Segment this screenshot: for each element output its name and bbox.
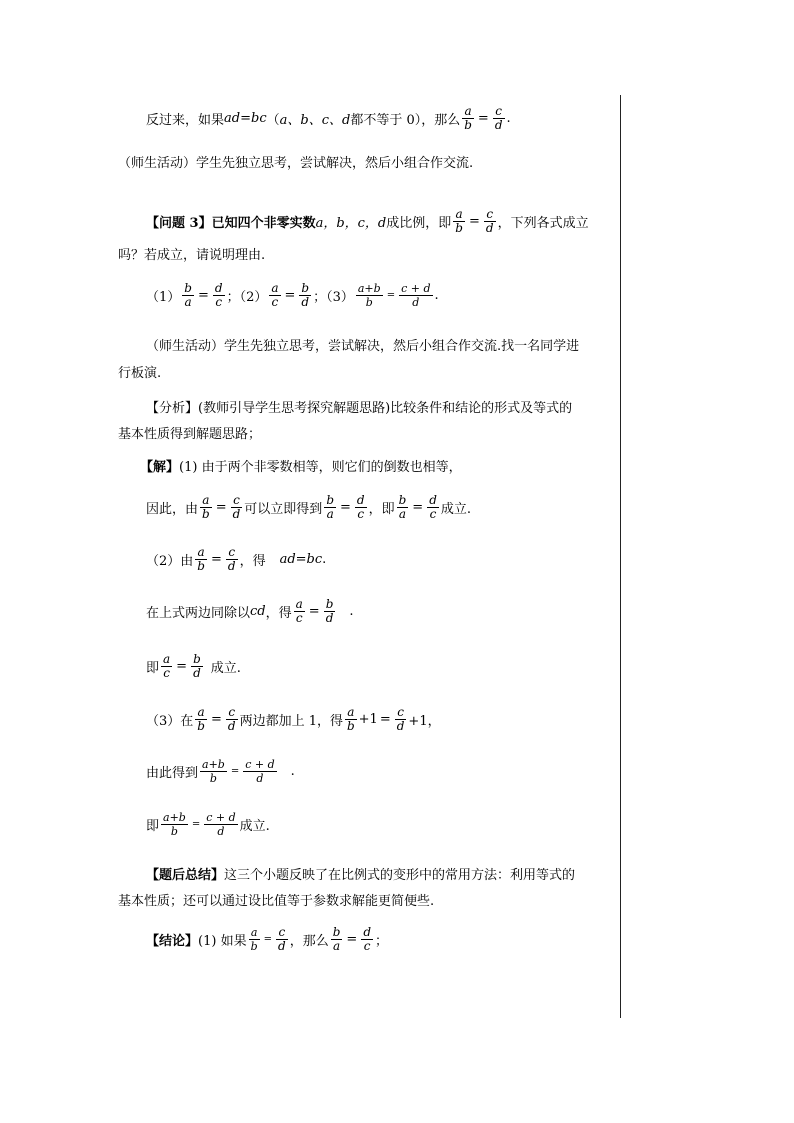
math-ad-eq-bc: ad=bc	[279, 552, 323, 567]
math-equals: =	[308, 604, 320, 619]
text-segment: （2）由	[146, 554, 194, 569]
fraction-a-over-b: $\frac{a}{b}$	[346, 705, 355, 733]
text-segment: 基本性质；还可以通过设比值等于参数求解能更简便些.	[118, 894, 435, 909]
text-segment: 成立.	[440, 502, 472, 517]
math-equals: =	[477, 111, 489, 126]
math-equals: =	[379, 712, 391, 727]
fraction-d-over-c: $\frac{d}{c}$	[356, 493, 365, 521]
fraction-c-over-d: $\frac{c}{d}$	[485, 207, 494, 235]
math-equals: =	[210, 552, 222, 567]
text-segment: +1	[358, 712, 378, 727]
text-segment: 成比例，即	[386, 216, 452, 231]
text-segment: 都不等于 0），那么	[350, 113, 461, 128]
math-equals: =	[215, 500, 227, 515]
math-equals: =	[210, 712, 222, 727]
text-segment: 可以立即得到	[244, 502, 323, 517]
math-equals: =	[346, 932, 358, 947]
math-equals: =	[176, 659, 188, 674]
fraction-c-over-d: $\frac{c}{d}$	[227, 705, 236, 733]
fraction-apb-over-b: $\frac{a+b}{b}$	[163, 811, 186, 838]
fraction-cpd-over-d: $\frac{c + d}{d}$	[206, 811, 236, 838]
fraction-a-over-b: $\frac{a}{b}$	[197, 705, 205, 733]
text-segment: 这三个小题反映了在比例式的变形中的常用方法：利用等式的	[224, 868, 576, 883]
text-line-question-3	[146, 208, 589, 235]
fraction-a-over-c: $\frac{a}{c}$	[271, 281, 279, 309]
fraction-cpd-over-d: $\frac{c + d}{d}$	[401, 282, 431, 309]
page-border-line	[620, 95, 621, 1018]
text-segment: .	[290, 764, 295, 779]
text-segment: ，即	[368, 502, 395, 517]
fraction-c-over-d: $\frac{c}{d}$	[227, 545, 236, 573]
text-segment: 【题后总结】	[146, 868, 225, 883]
math-equals: =	[386, 290, 396, 301]
fraction-d-over-c: $\frac{d}{c}$	[429, 493, 437, 521]
text-segment: （3）在	[146, 714, 194, 729]
text-segment: .	[349, 604, 354, 619]
text-segment: .	[506, 111, 511, 126]
text-segment: 成立.	[210, 661, 241, 676]
fraction-c-over-d: $\frac{c}{d}$	[494, 104, 503, 132]
fraction-b-over-a: $\frac{b}{a}$	[398, 493, 407, 521]
fraction-c-over-d: $\frac{c}{d}$	[278, 925, 286, 953]
text-segment: 在上式两边同除以	[146, 606, 251, 621]
fraction-a-over-b: $\frac{a}{b}$	[197, 545, 205, 573]
fraction-c-over-d: $\frac{c}{d}$	[396, 705, 405, 733]
fraction-b-over-a: $\frac{b}{a}$	[332, 925, 341, 953]
text-line-solution-3-result	[146, 811, 270, 838]
text-segment: (1) 如果	[198, 934, 247, 949]
math-ad: ad	[224, 111, 241, 126]
fraction-cpd-over-d: $\frac{c + d}{d}$	[245, 758, 275, 785]
text-segment: 基本性质得到解题思路；	[118, 427, 262, 442]
text-segment: +1，	[408, 714, 441, 729]
text-line-activity-2	[146, 335, 579, 354]
math-equals: =	[412, 500, 424, 515]
text-segment: 两边都加上 1，得	[239, 714, 343, 729]
text-segment: （	[266, 113, 280, 128]
text-segment: (1) 由于两个非零数相等，则它们的倒数也相等，	[179, 460, 462, 475]
fraction-b-over-a: $\frac{b}{a}$	[326, 493, 334, 521]
text-segment: 即	[146, 661, 160, 676]
text-line-solution-1-cont	[146, 494, 471, 521]
text-segment: （1）	[146, 290, 181, 305]
fraction-a-over-b: $\frac{a}{b}$	[202, 493, 210, 521]
text-line-analysis	[146, 397, 572, 416]
math-cd: cd	[250, 604, 266, 619]
text-segment: （师生活动）学生先独立思考，尝试解决，然后小组合作交流.找一名同学进	[146, 339, 580, 354]
text-segment: ，下列各式成立	[497, 216, 589, 231]
text-line-solution-2-divide	[146, 598, 354, 625]
fraction-apb-over-b: $\frac{a+b}{b}$	[202, 758, 225, 785]
math-equals: =	[230, 766, 240, 777]
text-segment: 吗？若成立，请说明理由.	[118, 248, 266, 263]
fraction-b-over-a: $\frac{b}{a}$	[184, 281, 192, 309]
text-line-question-3-cont	[118, 244, 265, 263]
text-line-solution-2-result	[146, 653, 241, 680]
text-segment: ；（2）	[226, 290, 268, 305]
text-segment: ，得	[239, 554, 266, 569]
text-segment: ；	[375, 934, 389, 949]
fraction-a-over-b: $\frac{a}{b}$	[464, 104, 472, 132]
text-line-subquestions	[146, 282, 439, 309]
text-segment: 行板演.	[118, 366, 162, 381]
text-line-solution-2	[146, 546, 326, 573]
fraction-a-over-b: $\frac{a}{b}$	[455, 207, 463, 235]
text-segment: ，那么	[289, 934, 329, 949]
text-segment: 【结论】	[146, 934, 199, 949]
math-bc: bc	[251, 111, 267, 126]
text-line-solution-3	[146, 706, 441, 733]
text-segment: 反过来，如果	[146, 113, 225, 128]
text-segment: 成立.	[239, 819, 270, 834]
fraction-apb-over-b: $\frac{a+b}{b}$	[357, 282, 381, 309]
text-segment: ；（3）	[313, 290, 354, 305]
math-equals: =	[191, 819, 201, 830]
text-segment: 【解】	[140, 460, 180, 475]
fraction-a-over-b: $\frac{a}{b}$	[250, 926, 258, 953]
math-variables: a，b，c，d	[315, 216, 387, 231]
math-equals: =	[468, 214, 480, 229]
math-equals: =	[284, 288, 296, 303]
text-line-conclusion	[146, 926, 388, 953]
text-line-converse	[146, 105, 511, 132]
text-line-activity-2-cont	[118, 362, 161, 381]
math-equals: =	[240, 111, 251, 126]
fraction-d-over-c: $\frac{d}{c}$	[363, 925, 371, 953]
text-segment: 因此，由	[146, 502, 199, 517]
text-line-analysis-cont	[118, 423, 261, 442]
text-segment: .	[434, 288, 439, 303]
text-segment: .	[322, 552, 327, 567]
math-equals: =	[263, 934, 273, 945]
text-line-summary	[146, 864, 575, 883]
text-segment: ，得	[265, 606, 292, 621]
text-segment: 【分析】(教师引导学生思考探究解题思路)比较条件和结论的形式及等式的	[146, 401, 573, 416]
text-line-solution-1	[140, 456, 462, 475]
text-line-solution-3-derive	[146, 758, 295, 785]
fraction-a-over-c: $\frac{a}{c}$	[295, 597, 303, 625]
text-line-activity-1	[118, 152, 473, 171]
fraction-b-over-d: $\frac{b}{d}$	[301, 281, 310, 309]
text-segment: 即	[146, 819, 160, 834]
text-segment: （师生活动）学生先独立思考，尝试解决，然后小组合作交流.	[118, 156, 474, 171]
text-segment: 由此得到	[146, 766, 199, 781]
fraction-a-over-c: $\frac{a}{c}$	[163, 652, 171, 680]
math-equals: =	[197, 288, 209, 303]
math-variables: a、b、c、d	[279, 113, 351, 128]
fraction-b-over-d: $\frac{b}{d}$	[325, 597, 334, 625]
math-equals: =	[340, 500, 351, 515]
text-segment: 【问题 3】已知四个非零实数	[146, 216, 316, 231]
fraction-d-over-c: $\frac{d}{c}$	[214, 281, 223, 309]
fraction-b-over-d: $\frac{b}{d}$	[193, 652, 201, 680]
fraction-c-over-d: $\frac{c}{d}$	[232, 493, 241, 521]
text-line-summary-cont	[118, 890, 434, 909]
